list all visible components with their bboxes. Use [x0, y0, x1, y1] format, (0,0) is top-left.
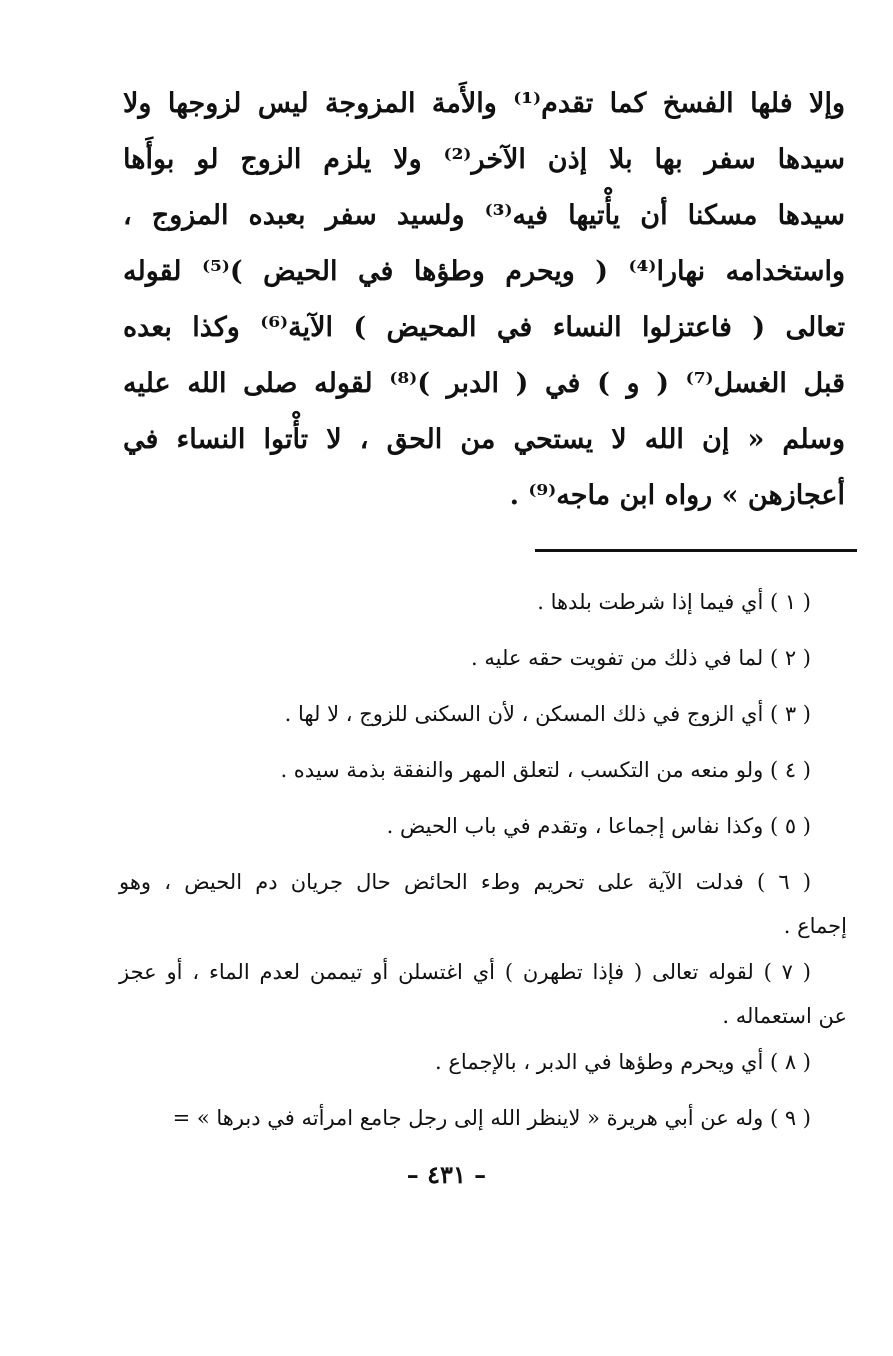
main-text-line: وإلا فلها الفسخ كما تقدم⁽¹⁾ والأَمة المزوجة ليس لزوجها ولا [123, 88, 845, 119]
main-text-line: تعالى ( فاعتزلوا النساء في المحيض ) الآية⁽⁶⁾ وكذا بعده [123, 312, 845, 343]
footnote-line: ( ٧ ) لقوله تعالى ( فإذا تطهرن ) أي اغتسلن أو تيممن لعدم الماء ، أو عجز [119, 960, 812, 984]
footnote-item [119, 692, 847, 748]
page-number: – ٤٣١ – [406, 1160, 487, 1189]
main-text-block [123, 76, 845, 524]
main-text-line: واستخدامه نهارا⁽⁴⁾ ( ويحرم وطؤها في الحيض )⁽⁵⁾ لقوله [123, 256, 845, 287]
footnote-line: ( ٦ ) فدلت الآية على تحريم وطء الحائض حال جريان دم الحيض ، وهو [119, 870, 812, 894]
footnotes-block [119, 580, 847, 1152]
footnote-line: ( ٨ ) أي ويحرم وطؤها في الدبر ، بالإجماع . [435, 1050, 811, 1074]
main-text-line: سيدها سفر بها بلا إذن الآخر⁽²⁾ ولا يلزم الزوج لو بوأَها [123, 144, 846, 175]
footnote-separator-rule [535, 549, 857, 552]
footnote-line: ( ٤ ) ولو منعه من التكسب ، لتعلق المهر والنفقة بذمة سيده . [280, 758, 811, 782]
main-text-line: وسلم « إن الله لا يستحي من الحق ، لا تأْتوا النساء في [123, 424, 845, 455]
footnote-line: ( ٥ ) وكذا نفاس إجماعا ، وتقدم في باب الحيض . [386, 814, 811, 838]
footnote-item [119, 804, 847, 860]
footnote-line: إجماع . [783, 914, 847, 938]
footnote-line: ( ٣ ) أي الزوج في ذلك المسكن ، لأن السكنى للزوج ، لا لها . [284, 702, 811, 726]
footnote-line: ( ٢ ) لما في ذلك من تفويت حقه عليه . [471, 646, 811, 670]
footnote-item [119, 636, 847, 692]
footnote-line: ( ١ ) أي فيما إذا شرطت بلدها . [537, 590, 811, 614]
main-text-line: قبل الغسل⁽⁷⁾ ( و ) في ( الدبر )⁽⁸⁾ لقوله صلى الله عليه [123, 368, 845, 399]
footnote-item [119, 1096, 847, 1152]
footnote-item [119, 1040, 847, 1096]
footnote-item [119, 748, 847, 804]
main-text-line: أعجازهن » رواه ابن ماجه⁽⁹⁾ . [509, 480, 845, 511]
footnote-line: عن استعماله . [722, 1004, 847, 1028]
footnote-item [119, 950, 847, 1040]
footnote-item [119, 580, 847, 636]
footnote-item [119, 860, 847, 950]
footnote-line: ( ٩ ) وله عن أبي هريرة « لاينظر الله إلى رجل جامع امرأته في دبرها » = [172, 1106, 811, 1130]
main-text-line: سيدها مسكنا أن يأْتيها فيه⁽³⁾ ولسيد سفر بعبده المزوج ، [123, 200, 845, 231]
